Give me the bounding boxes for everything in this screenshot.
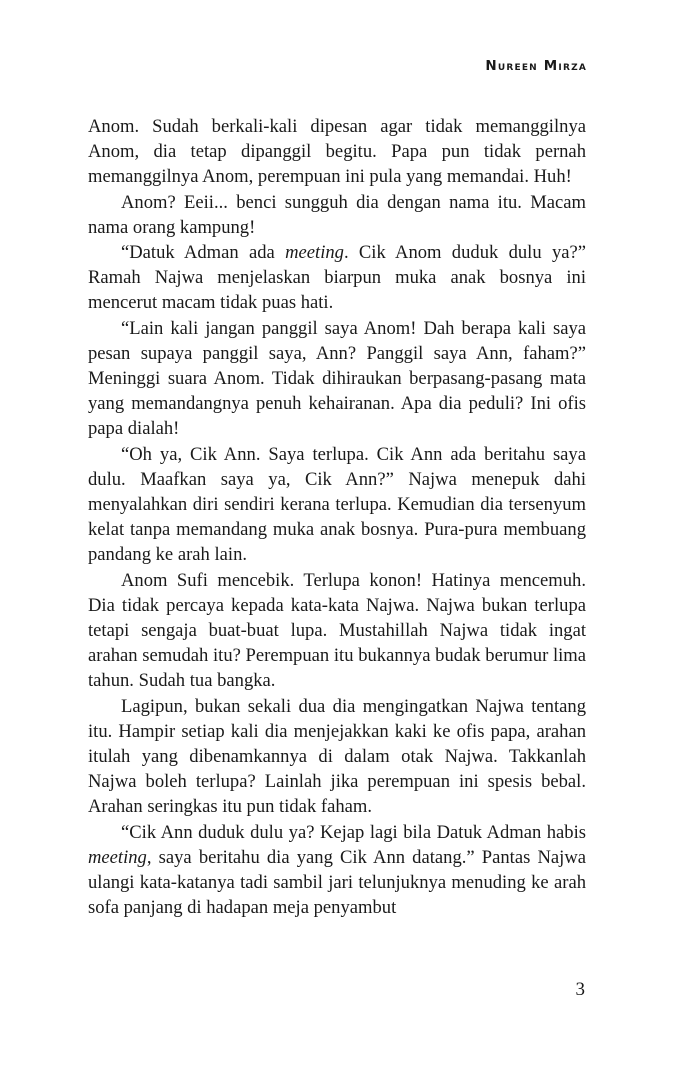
paragraph-8 [88, 820, 586, 921]
body-text [88, 114, 586, 921]
page-number: 3 [575, 979, 585, 1000]
paragraph-8-part-2: , saya beritahu dia yang Cik Ann datang.” Pantas Najwa ulangi kata-katanya tadi sambil jari telunjuknya menuding ke arah sofa panjang di hadapan meja penyambut [88, 846, 586, 919]
paragraph-8-emphasis: meeting [88, 846, 147, 868]
paragraph-3 [88, 240, 586, 316]
paragraph-3-part-2: . Cik Anom duduk dulu ya?” Ramah Najwa menjelaskan biarpun muka anak bosnya ini mencerut macam tidak puas hati. [88, 242, 586, 314]
paragraph-7: Lagipun, bukan sekali dua dia mengingatkan Najwa tentang itu. Hampir setiap kali dia menjejakkan kaki ke ofis papa, arahan itulah yang dibenamkannya di dalam otak Najwa. Takkanlah Najwa boleh terlupa? Lainlah jika perempuan ini spesis bebal. Arahan seringkas itu pun tidak faham. [88, 695, 586, 818]
running-head: Nureen Mirza [485, 58, 587, 74]
paragraph-1: Anom. Sudah berkali-kali dipesan agar tidak memanggilnya Anom, dia tetap dipanggil begitu. Papa pun tidak pernah memanggilnya Anom, perempuan ini pula yang memandai. Huh! [88, 116, 586, 188]
paragraph-2: Anom? Eeii... benci sungguh dia dengan nama itu. Macam nama orang kampung! [88, 191, 586, 238]
paragraph-3-emphasis: meeting [285, 242, 344, 264]
paragraph-8-part-1: “Cik Ann duduk dulu ya? Kejap lagi bila Datuk Adman habis [121, 821, 586, 843]
paragraph-3-part-1: “Datuk Adman ada [121, 242, 286, 264]
paragraph-6: Anom Sufi mencebik. Terlupa konon! Hatinya mencemuh. Dia tidak percaya kepada kata-kata Najwa. Najwa bukan terlupa tetapi sengaja buat-buat lupa. Mustahillah Najwa tidak ingat arahan semudah itu? Perempuan itu bukannya budak berumur lima tahun. Sudah tua bangka. [88, 569, 586, 692]
paragraph-5: “Oh ya, Cik Ann. Saya terlupa. Cik Ann ada beritahu saya dulu. Maafkan saya ya, Cik Ann?” Najwa menepuk dahi menyalahkan diri sendiri kerana terlupa. Kemudian dia tersenyum kelat tanpa memandang muka anak bosnya. Pura-pura membuang pandang ke arah lain. [88, 443, 586, 566]
paragraph-4: “Lain kali jangan panggil saya Anom! Dah berapa kali saya pesan supaya panggil saya, Ann? Panggil saya Ann, faham?” Meninggi suara Anom. Tidak dihiraukan berpasang-pasang mata yang memandangnya penuh kehairanan. Apa dia peduli? Ini ofis papa dialah! [88, 317, 586, 440]
